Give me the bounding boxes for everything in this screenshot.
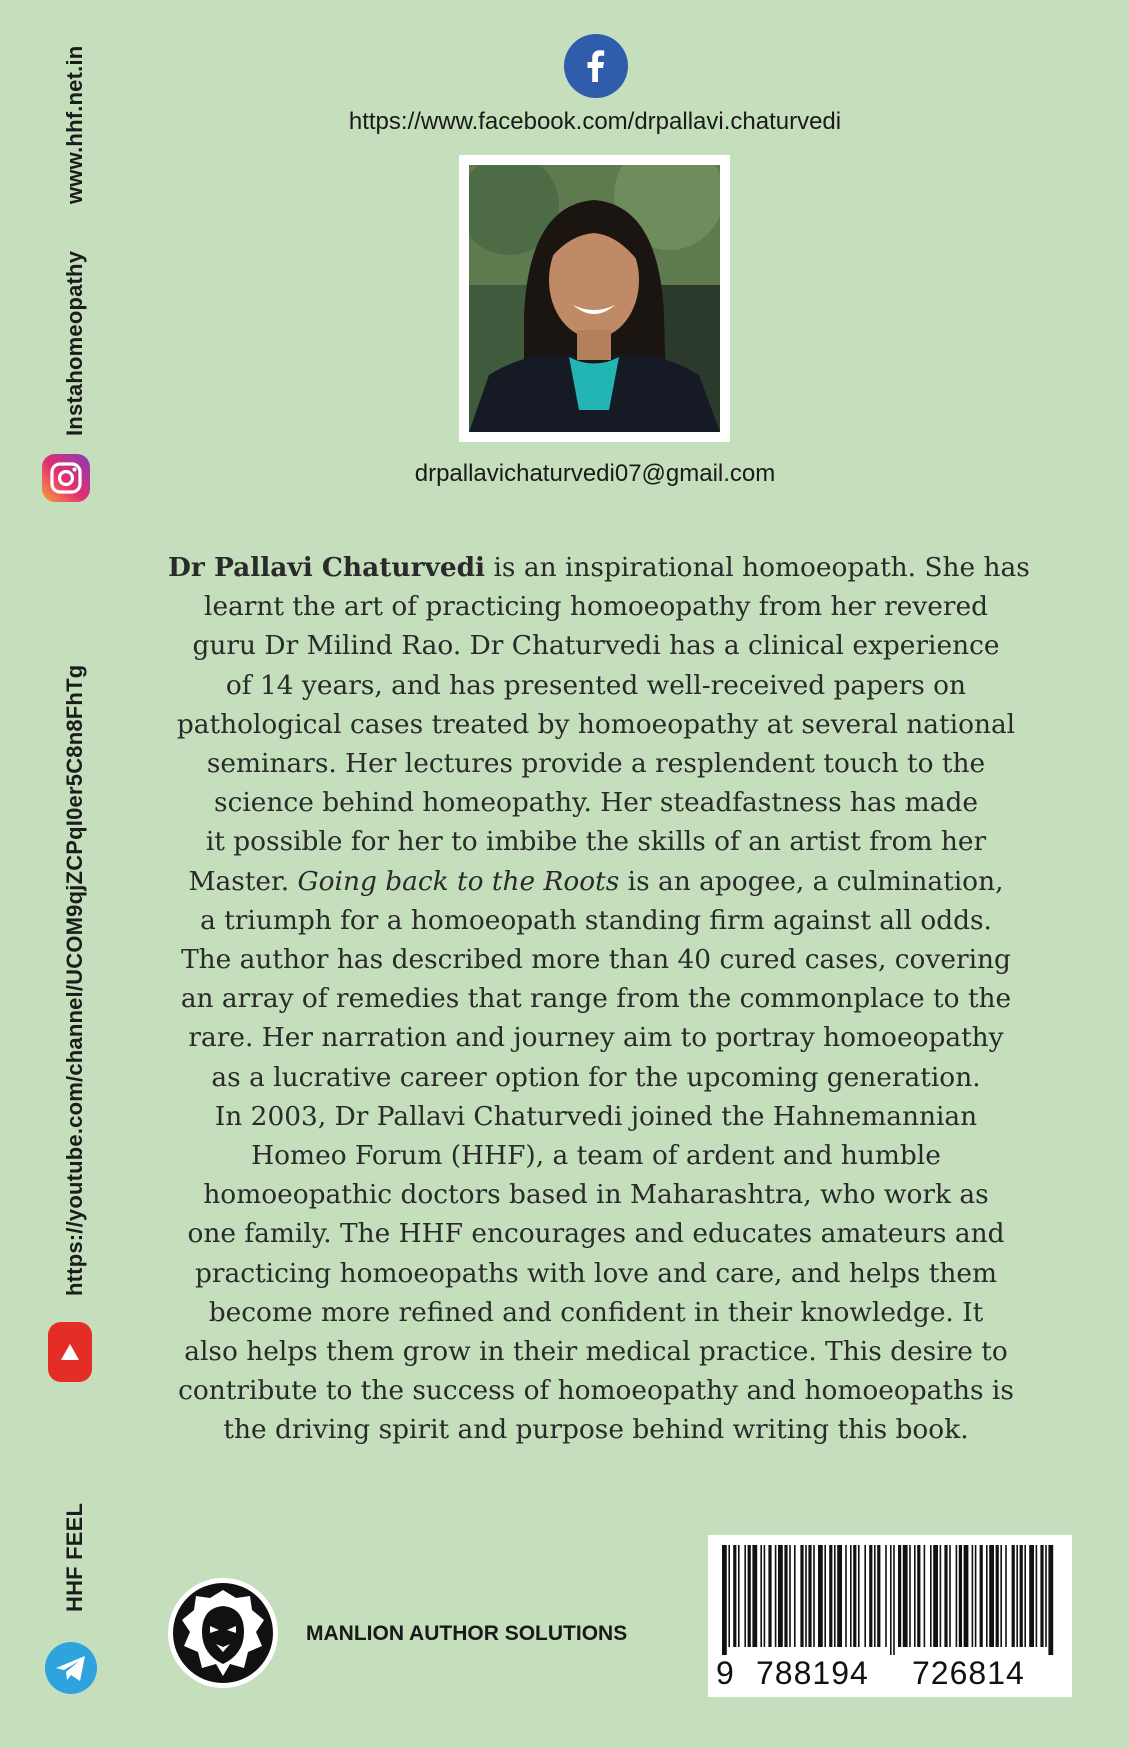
barcode-bars	[720, 1545, 1060, 1655]
barcode-bar	[890, 1545, 892, 1655]
bio-line: also helps them grow in their medical practice. This desire to	[184, 1336, 1008, 1368]
barcode-bar	[930, 1545, 932, 1647]
barcode-bar	[914, 1545, 916, 1647]
barcode-bar	[794, 1545, 796, 1647]
publisher-name: MANLION AUTHOR SOLUTIONS	[306, 1622, 628, 1645]
bio-line: In 2003, Dr Pallavi Chaturvedi joined the Hahnemannian	[214, 1100, 978, 1132]
instagram-handle[interactable]: Instahomeopathy	[62, 250, 87, 436]
barcode-bar	[853, 1545, 856, 1647]
barcode-bar	[784, 1545, 787, 1647]
facebook-icon[interactable]	[564, 34, 628, 98]
barcode-group-1: 788194	[756, 1655, 869, 1691]
barcode-bar	[722, 1545, 727, 1655]
website-text[interactable]: www.hhf.net.in	[62, 45, 87, 204]
youtube-channel-url[interactable]: https://youtube.com/channel/UCOM9qjZCPqI0er5C8n8FhTg	[62, 664, 87, 1296]
barcode-bar	[1048, 1545, 1053, 1655]
barcode-bar	[885, 1545, 887, 1647]
bio-line: seminars. Her lectures provide a resplendent touch to the	[206, 748, 986, 780]
bio-line: rare. Her narration and journey aim to portray homoeopathy	[188, 1022, 1004, 1054]
barcode-bar	[1029, 1545, 1034, 1647]
bio-line: pathological cases treated by homoeopathy at several national	[176, 708, 1016, 740]
bio-line: homoeopathic doctors based in Maharashtra, who work as	[203, 1179, 989, 1211]
barcode-bar	[789, 1545, 791, 1647]
bio-line: a triumph for a homoeopath standing firm against all odds.	[200, 904, 992, 936]
barcode-bar	[924, 1545, 926, 1647]
barcode-bar	[813, 1545, 815, 1647]
barcode-bar	[893, 1545, 895, 1655]
barcode-bar	[805, 1545, 807, 1647]
barcode-bar	[944, 1545, 947, 1647]
barcode-bar	[864, 1545, 866, 1647]
bio-line: the driving spirit and purpose behind writing this book.	[223, 1414, 969, 1446]
telegram-channel-name[interactable]: HHF FEEL	[62, 1502, 87, 1612]
barcode-bar	[1040, 1545, 1043, 1647]
barcode-bar	[764, 1545, 766, 1647]
bio-line: Homeo Forum (HHF), a team of ardent and humble	[251, 1140, 941, 1172]
barcode-bar	[1000, 1545, 1002, 1647]
barcode-bar	[898, 1545, 901, 1647]
barcode-bar	[850, 1545, 852, 1647]
bio-line: The author has described more than 40 cured cases, covering	[181, 944, 1011, 976]
lion-logo-icon	[166, 1576, 280, 1690]
barcode-bar	[1024, 1545, 1026, 1647]
barcode-bar	[733, 1545, 736, 1647]
bio-line: learnt the art of practicing homoeopathy from her revered	[204, 591, 988, 623]
youtube-icon[interactable]	[46, 1320, 94, 1384]
barcode-bar	[748, 1545, 751, 1647]
barcode-bar	[909, 1545, 911, 1647]
barcode-bar	[874, 1545, 876, 1647]
bio-line: an array of remedies that range from the commonplace to the	[180, 983, 1012, 1015]
barcode-bar	[1012, 1545, 1015, 1647]
barcode-bar	[949, 1545, 951, 1647]
barcode-bar	[964, 1545, 969, 1647]
barcode-bar	[869, 1545, 872, 1647]
bio-line: guru Dr Milind Rao. Dr Chaturvedi has a clinical experience	[192, 630, 1000, 662]
barcode-bar	[1036, 1545, 1038, 1647]
barcode-bar	[986, 1545, 988, 1647]
barcode-bar	[768, 1545, 771, 1647]
barcode-bar	[959, 1545, 962, 1647]
barcode-bar	[818, 1545, 823, 1647]
barcode-bar	[1016, 1545, 1018, 1647]
barcode-group-2: 726814	[912, 1655, 1025, 1691]
barcode-bar	[858, 1545, 860, 1647]
isbn-barcode	[708, 1535, 1072, 1697]
book-title: Going back to the Roots	[297, 865, 620, 897]
barcode-bar	[956, 1545, 958, 1647]
author-email[interactable]: drpallavichaturvedi07@gmail.com	[414, 460, 776, 487]
bio-line: Dr Pallavi Chaturvedi is an inspirational homoeopath. She has	[168, 552, 1030, 583]
barcode-bar	[845, 1545, 847, 1647]
instagram-icon[interactable]	[40, 452, 92, 504]
barcode-bar	[834, 1545, 836, 1647]
author-bio	[168, 548, 1030, 1450]
barcode-bar	[728, 1545, 730, 1647]
bio-line: of 14 years, and has presented well-received papers on	[225, 669, 967, 701]
barcode-bar	[917, 1545, 920, 1647]
bio-line: as a lucrative career option for the upcoming generation.	[211, 1061, 981, 1093]
barcode-bar	[778, 1545, 783, 1647]
barcode-bar	[837, 1545, 842, 1647]
bio-line: practicing homoeopaths with love and care, and helps them	[195, 1257, 997, 1289]
telegram-icon[interactable]	[43, 1640, 99, 1696]
barcode-bar	[940, 1545, 942, 1647]
barcode-bar	[877, 1545, 880, 1647]
barcode-bar	[752, 1545, 757, 1647]
barcode-bar	[775, 1545, 777, 1647]
bio-line: contribute to the success of homoeopathy and homoeopaths is	[178, 1375, 1014, 1407]
facebook-url[interactable]: https://www.facebook.com/drpallavi.chaturvedi	[348, 108, 842, 135]
barcode-bar	[989, 1545, 994, 1647]
author-photo-frame	[459, 155, 730, 442]
author-name: Dr Pallavi Chaturvedi	[168, 552, 486, 583]
barcode-bar	[933, 1545, 938, 1647]
barcode-bar	[996, 1545, 999, 1647]
barcode-bar	[972, 1545, 974, 1647]
barcode-first-digit: 9	[716, 1655, 734, 1691]
barcode-bar	[1005, 1545, 1007, 1647]
bio-line: become more refined and confident in their knowledge. It	[208, 1296, 984, 1328]
author-photo	[469, 165, 720, 432]
barcode-bar	[1045, 1545, 1047, 1647]
bio-line: one family. The HHF encourages and educates amateurs and	[187, 1218, 1005, 1250]
barcode-bar	[829, 1545, 832, 1647]
barcode-bar	[738, 1545, 740, 1647]
barcode-bar	[824, 1545, 826, 1647]
barcode-bar	[760, 1545, 762, 1647]
bio-line: it possible for her to imbibe the skills of an artist from her	[205, 826, 987, 858]
barcode-bar	[800, 1545, 803, 1647]
barcode-bar	[980, 1545, 983, 1647]
barcode-bar	[1020, 1545, 1023, 1647]
bio-line: science behind homeopathy. Her steadfastness has made	[214, 787, 978, 819]
barcode-bar	[903, 1545, 908, 1647]
barcode-bar	[744, 1545, 746, 1647]
bio-line: Master. Going back to the Roots is an apogee, a culmination,	[188, 865, 1004, 897]
barcode-bar	[975, 1545, 977, 1647]
barcode-bar	[808, 1545, 811, 1647]
